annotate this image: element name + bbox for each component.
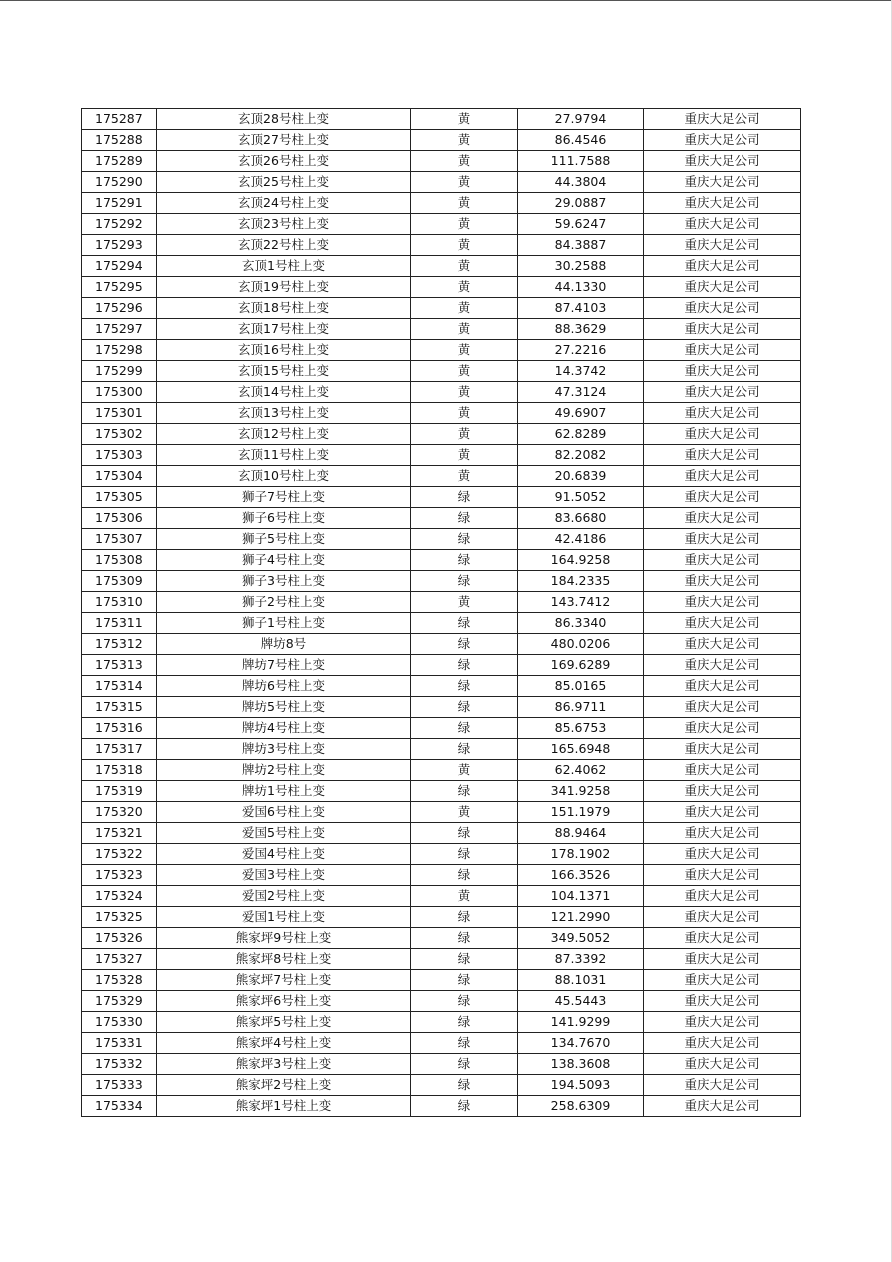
table-row <box>82 928 801 949</box>
cell-name: 熊家坪4号柱上变 <box>157 1033 411 1054</box>
cell-id: 175321 <box>82 823 157 844</box>
table-row <box>82 1096 801 1117</box>
cell-id: 175327 <box>82 949 157 970</box>
cell-id: 175292 <box>82 214 157 235</box>
table-row <box>82 1054 801 1075</box>
table-row <box>82 235 801 256</box>
cell-company: 重庆大足公司 <box>644 214 801 235</box>
cell-value: 165.6948 <box>518 739 644 760</box>
cell-name: 狮子3号柱上变 <box>157 571 411 592</box>
cell-company: 重庆大足公司 <box>644 802 801 823</box>
cell-color-level: 黄 <box>411 382 518 403</box>
table-row <box>82 802 801 823</box>
cell-color-level: 绿 <box>411 1054 518 1075</box>
cell-id: 175311 <box>82 613 157 634</box>
table-row <box>82 487 801 508</box>
cell-company: 重庆大足公司 <box>644 1054 801 1075</box>
table-row <box>82 907 801 928</box>
table-row <box>82 445 801 466</box>
cell-company: 重庆大足公司 <box>644 592 801 613</box>
cell-company: 重庆大足公司 <box>644 151 801 172</box>
table-row <box>82 319 801 340</box>
cell-id: 175329 <box>82 991 157 1012</box>
cell-name: 玄顶26号柱上变 <box>157 151 411 172</box>
cell-company: 重庆大足公司 <box>644 991 801 1012</box>
cell-color-level: 黄 <box>411 235 518 256</box>
cell-id: 175298 <box>82 340 157 361</box>
cell-id: 175325 <box>82 907 157 928</box>
cell-company: 重庆大足公司 <box>644 571 801 592</box>
table-row <box>82 193 801 214</box>
cell-value: 88.9464 <box>518 823 644 844</box>
cell-color-level: 绿 <box>411 991 518 1012</box>
cell-company: 重庆大足公司 <box>644 781 801 802</box>
table-body <box>82 109 801 1117</box>
cell-company: 重庆大足公司 <box>644 172 801 193</box>
cell-id: 175333 <box>82 1075 157 1096</box>
cell-color-level: 黄 <box>411 340 518 361</box>
cell-company: 重庆大足公司 <box>644 1033 801 1054</box>
cell-name: 狮子7号柱上变 <box>157 487 411 508</box>
cell-value: 151.1979 <box>518 802 644 823</box>
cell-name: 玄顶25号柱上变 <box>157 172 411 193</box>
cell-id: 175302 <box>82 424 157 445</box>
cell-color-level: 绿 <box>411 634 518 655</box>
cell-value: 20.6839 <box>518 466 644 487</box>
cell-company: 重庆大足公司 <box>644 886 801 907</box>
cell-color-level: 黄 <box>411 424 518 445</box>
cell-value: 14.3742 <box>518 361 644 382</box>
table-row <box>82 634 801 655</box>
cell-color-level: 绿 <box>411 487 518 508</box>
cell-id: 175291 <box>82 193 157 214</box>
cell-id: 175301 <box>82 403 157 424</box>
cell-color-level: 黄 <box>411 802 518 823</box>
cell-color-level: 绿 <box>411 529 518 550</box>
cell-id: 175322 <box>82 844 157 865</box>
cell-name: 熊家坪1号柱上变 <box>157 1096 411 1117</box>
table-row <box>82 130 801 151</box>
cell-company: 重庆大足公司 <box>644 277 801 298</box>
cell-color-level: 黄 <box>411 277 518 298</box>
cell-color-level: 黄 <box>411 256 518 277</box>
cell-color-level: 黄 <box>411 130 518 151</box>
table-row <box>82 886 801 907</box>
cell-color-level: 绿 <box>411 676 518 697</box>
table-row <box>82 361 801 382</box>
cell-id: 175331 <box>82 1033 157 1054</box>
cell-value: 44.3804 <box>518 172 644 193</box>
cell-id: 175328 <box>82 970 157 991</box>
cell-color-level: 绿 <box>411 550 518 571</box>
cell-name: 玄顶15号柱上变 <box>157 361 411 382</box>
cell-id: 175320 <box>82 802 157 823</box>
cell-value: 141.9299 <box>518 1012 644 1033</box>
cell-id: 175303 <box>82 445 157 466</box>
cell-color-level: 黄 <box>411 298 518 319</box>
cell-name: 爱国1号柱上变 <box>157 907 411 928</box>
cell-company: 重庆大足公司 <box>644 634 801 655</box>
cell-value: 59.6247 <box>518 214 644 235</box>
cell-color-level: 绿 <box>411 739 518 760</box>
cell-company: 重庆大足公司 <box>644 445 801 466</box>
cell-name: 玄顶14号柱上变 <box>157 382 411 403</box>
cell-name: 牌坊8号 <box>157 634 411 655</box>
cell-value: 169.6289 <box>518 655 644 676</box>
cell-color-level: 黄 <box>411 172 518 193</box>
cell-company: 重庆大足公司 <box>644 928 801 949</box>
cell-value: 27.2216 <box>518 340 644 361</box>
cell-color-level: 绿 <box>411 655 518 676</box>
cell-company: 重庆大足公司 <box>644 529 801 550</box>
cell-value: 184.2335 <box>518 571 644 592</box>
cell-id: 175319 <box>82 781 157 802</box>
table-row <box>82 844 801 865</box>
cell-id: 175316 <box>82 718 157 739</box>
table-row <box>82 655 801 676</box>
cell-company: 重庆大足公司 <box>644 130 801 151</box>
table-row <box>82 613 801 634</box>
cell-value: 143.7412 <box>518 592 644 613</box>
cell-value: 83.6680 <box>518 508 644 529</box>
cell-company: 重庆大足公司 <box>644 655 801 676</box>
cell-company: 重庆大足公司 <box>644 319 801 340</box>
cell-id: 175314 <box>82 676 157 697</box>
cell-id: 175299 <box>82 361 157 382</box>
cell-name: 熊家坪5号柱上变 <box>157 1012 411 1033</box>
table-row <box>82 823 801 844</box>
cell-name: 牌坊6号柱上变 <box>157 676 411 697</box>
cell-color-level: 黄 <box>411 403 518 424</box>
cell-id: 175288 <box>82 130 157 151</box>
cell-color-level: 绿 <box>411 1096 518 1117</box>
cell-id: 175306 <box>82 508 157 529</box>
cell-id: 175315 <box>82 697 157 718</box>
cell-value: 29.0887 <box>518 193 644 214</box>
cell-id: 175307 <box>82 529 157 550</box>
cell-color-level: 黄 <box>411 214 518 235</box>
cell-name: 狮子2号柱上变 <box>157 592 411 613</box>
cell-id: 175334 <box>82 1096 157 1117</box>
transformer-table <box>81 108 801 1117</box>
cell-id: 175290 <box>82 172 157 193</box>
table-row <box>82 277 801 298</box>
cell-company: 重庆大足公司 <box>644 298 801 319</box>
table-row <box>82 340 801 361</box>
cell-id: 175313 <box>82 655 157 676</box>
table-row <box>82 592 801 613</box>
cell-id: 175308 <box>82 550 157 571</box>
cell-color-level: 绿 <box>411 907 518 928</box>
cell-color-level: 绿 <box>411 949 518 970</box>
cell-id: 175332 <box>82 1054 157 1075</box>
cell-id: 175297 <box>82 319 157 340</box>
cell-color-level: 绿 <box>411 697 518 718</box>
cell-color-level: 绿 <box>411 865 518 886</box>
cell-name: 玄顶1号柱上变 <box>157 256 411 277</box>
cell-company: 重庆大足公司 <box>644 340 801 361</box>
cell-name: 熊家坪6号柱上变 <box>157 991 411 1012</box>
cell-value: 27.9794 <box>518 109 644 130</box>
cell-id: 175289 <box>82 151 157 172</box>
cell-id: 175287 <box>82 109 157 130</box>
cell-id: 175310 <box>82 592 157 613</box>
cell-company: 重庆大足公司 <box>644 235 801 256</box>
cell-company: 重庆大足公司 <box>644 739 801 760</box>
table-row <box>82 739 801 760</box>
cell-company: 重庆大足公司 <box>644 424 801 445</box>
cell-color-level: 绿 <box>411 928 518 949</box>
cell-color-level: 绿 <box>411 1012 518 1033</box>
cell-name: 牌坊4号柱上变 <box>157 718 411 739</box>
cell-name: 牌坊2号柱上变 <box>157 760 411 781</box>
cell-color-level: 黄 <box>411 109 518 130</box>
cell-company: 重庆大足公司 <box>644 760 801 781</box>
cell-color-level: 绿 <box>411 508 518 529</box>
cell-name: 玄顶10号柱上变 <box>157 466 411 487</box>
table-row <box>82 697 801 718</box>
table-row <box>82 865 801 886</box>
cell-name: 爱国5号柱上变 <box>157 823 411 844</box>
cell-value: 85.6753 <box>518 718 644 739</box>
table-row <box>82 466 801 487</box>
table-row <box>82 550 801 571</box>
cell-color-level: 黄 <box>411 445 518 466</box>
cell-name: 牌坊5号柱上变 <box>157 697 411 718</box>
cell-value: 164.9258 <box>518 550 644 571</box>
cell-company: 重庆大足公司 <box>644 508 801 529</box>
cell-color-level: 绿 <box>411 718 518 739</box>
table-row <box>82 1012 801 1033</box>
table-row <box>82 571 801 592</box>
page-top-border <box>0 0 892 1</box>
table-row <box>82 256 801 277</box>
table-row <box>82 949 801 970</box>
cell-color-level: 绿 <box>411 781 518 802</box>
cell-company: 重庆大足公司 <box>644 676 801 697</box>
cell-value: 86.4546 <box>518 130 644 151</box>
cell-name: 牌坊7号柱上变 <box>157 655 411 676</box>
table-row <box>82 298 801 319</box>
cell-id: 175295 <box>82 277 157 298</box>
cell-name: 狮子1号柱上变 <box>157 613 411 634</box>
cell-color-level: 绿 <box>411 613 518 634</box>
cell-name: 玄顶19号柱上变 <box>157 277 411 298</box>
cell-value: 84.3887 <box>518 235 644 256</box>
cell-value: 88.1031 <box>518 970 644 991</box>
cell-name: 熊家坪8号柱上变 <box>157 949 411 970</box>
cell-value: 62.4062 <box>518 760 644 781</box>
cell-name: 玄顶12号柱上变 <box>157 424 411 445</box>
table-row <box>82 403 801 424</box>
cell-name: 玄顶28号柱上变 <box>157 109 411 130</box>
cell-id: 175312 <box>82 634 157 655</box>
table-row <box>82 172 801 193</box>
cell-value: 349.5052 <box>518 928 644 949</box>
cell-value: 87.4103 <box>518 298 644 319</box>
cell-name: 玄顶23号柱上变 <box>157 214 411 235</box>
cell-name: 牌坊3号柱上变 <box>157 739 411 760</box>
cell-value: 86.9711 <box>518 697 644 718</box>
table-row <box>82 760 801 781</box>
cell-color-level: 黄 <box>411 319 518 340</box>
table-row <box>82 1075 801 1096</box>
cell-color-level: 黄 <box>411 760 518 781</box>
table-row <box>82 718 801 739</box>
cell-name: 狮子5号柱上变 <box>157 529 411 550</box>
cell-value: 178.1902 <box>518 844 644 865</box>
cell-color-level: 黄 <box>411 193 518 214</box>
cell-color-level: 黄 <box>411 886 518 907</box>
cell-company: 重庆大足公司 <box>644 865 801 886</box>
cell-name: 爱国6号柱上变 <box>157 802 411 823</box>
cell-value: 166.3526 <box>518 865 644 886</box>
cell-name: 玄顶17号柱上变 <box>157 319 411 340</box>
cell-color-level: 绿 <box>411 970 518 991</box>
cell-id: 175305 <box>82 487 157 508</box>
cell-color-level: 黄 <box>411 592 518 613</box>
cell-name: 玄顶13号柱上变 <box>157 403 411 424</box>
cell-color-level: 绿 <box>411 844 518 865</box>
cell-id: 175323 <box>82 865 157 886</box>
cell-name: 熊家坪7号柱上变 <box>157 970 411 991</box>
cell-value: 62.8289 <box>518 424 644 445</box>
cell-id: 175293 <box>82 235 157 256</box>
cell-value: 82.2082 <box>518 445 644 466</box>
table-row <box>82 781 801 802</box>
cell-id: 175324 <box>82 886 157 907</box>
cell-value: 258.6309 <box>518 1096 644 1117</box>
cell-value: 42.4186 <box>518 529 644 550</box>
cell-company: 重庆大足公司 <box>644 193 801 214</box>
table-row <box>82 214 801 235</box>
cell-name: 狮子4号柱上变 <box>157 550 411 571</box>
cell-company: 重庆大足公司 <box>644 361 801 382</box>
cell-name: 熊家坪2号柱上变 <box>157 1075 411 1096</box>
cell-name: 狮子6号柱上变 <box>157 508 411 529</box>
cell-value: 47.3124 <box>518 382 644 403</box>
cell-color-level: 绿 <box>411 823 518 844</box>
cell-company: 重庆大足公司 <box>644 1096 801 1117</box>
cell-company: 重庆大足公司 <box>644 823 801 844</box>
cell-id: 175300 <box>82 382 157 403</box>
cell-company: 重庆大足公司 <box>644 718 801 739</box>
cell-name: 爱国3号柱上变 <box>157 865 411 886</box>
cell-id: 175309 <box>82 571 157 592</box>
cell-name: 玄顶16号柱上变 <box>157 340 411 361</box>
cell-value: 30.2588 <box>518 256 644 277</box>
cell-company: 重庆大足公司 <box>644 109 801 130</box>
cell-value: 49.6907 <box>518 403 644 424</box>
cell-company: 重庆大足公司 <box>644 256 801 277</box>
cell-value: 88.3629 <box>518 319 644 340</box>
table-row <box>82 1033 801 1054</box>
cell-company: 重庆大足公司 <box>644 949 801 970</box>
cell-id: 175330 <box>82 1012 157 1033</box>
table-row <box>82 424 801 445</box>
cell-company: 重庆大足公司 <box>644 1075 801 1096</box>
cell-value: 45.5443 <box>518 991 644 1012</box>
cell-name: 爱国2号柱上变 <box>157 886 411 907</box>
cell-name: 爱国4号柱上变 <box>157 844 411 865</box>
cell-value: 341.9258 <box>518 781 644 802</box>
table-row <box>82 529 801 550</box>
table-row <box>82 151 801 172</box>
cell-color-level: 黄 <box>411 361 518 382</box>
cell-id: 175296 <box>82 298 157 319</box>
cell-company: 重庆大足公司 <box>644 550 801 571</box>
cell-value: 194.5093 <box>518 1075 644 1096</box>
cell-value: 86.3340 <box>518 613 644 634</box>
cell-name: 熊家坪9号柱上变 <box>157 928 411 949</box>
table-row <box>82 382 801 403</box>
cell-name: 熊家坪3号柱上变 <box>157 1054 411 1075</box>
cell-color-level: 黄 <box>411 151 518 172</box>
table-row <box>82 676 801 697</box>
cell-company: 重庆大足公司 <box>644 613 801 634</box>
cell-id: 175326 <box>82 928 157 949</box>
cell-name: 牌坊1号柱上变 <box>157 781 411 802</box>
cell-company: 重庆大足公司 <box>644 697 801 718</box>
cell-company: 重庆大足公司 <box>644 382 801 403</box>
cell-color-level: 黄 <box>411 466 518 487</box>
cell-name: 玄顶27号柱上变 <box>157 130 411 151</box>
cell-value: 44.1330 <box>518 277 644 298</box>
cell-value: 85.0165 <box>518 676 644 697</box>
cell-color-level: 绿 <box>411 1033 518 1054</box>
cell-color-level: 绿 <box>411 571 518 592</box>
cell-id: 175318 <box>82 760 157 781</box>
cell-id: 175304 <box>82 466 157 487</box>
cell-value: 121.2990 <box>518 907 644 928</box>
cell-id: 175294 <box>82 256 157 277</box>
cell-company: 重庆大足公司 <box>644 844 801 865</box>
cell-value: 111.7588 <box>518 151 644 172</box>
cell-value: 104.1371 <box>518 886 644 907</box>
cell-company: 重庆大足公司 <box>644 403 801 424</box>
cell-name: 玄顶22号柱上变 <box>157 235 411 256</box>
cell-value: 480.0206 <box>518 634 644 655</box>
cell-name: 玄顶11号柱上变 <box>157 445 411 466</box>
cell-value: 91.5052 <box>518 487 644 508</box>
cell-value: 134.7670 <box>518 1033 644 1054</box>
cell-company: 重庆大足公司 <box>644 466 801 487</box>
table-row <box>82 508 801 529</box>
cell-id: 175317 <box>82 739 157 760</box>
cell-company: 重庆大足公司 <box>644 487 801 508</box>
cell-value: 87.3392 <box>518 949 644 970</box>
cell-color-level: 绿 <box>411 1075 518 1096</box>
cell-company: 重庆大足公司 <box>644 907 801 928</box>
table-row <box>82 991 801 1012</box>
table-row <box>82 970 801 991</box>
cell-company: 重庆大足公司 <box>644 1012 801 1033</box>
cell-name: 玄顶18号柱上变 <box>157 298 411 319</box>
table-row <box>82 109 801 130</box>
cell-value: 138.3608 <box>518 1054 644 1075</box>
cell-name: 玄顶24号柱上变 <box>157 193 411 214</box>
cell-company: 重庆大足公司 <box>644 970 801 991</box>
